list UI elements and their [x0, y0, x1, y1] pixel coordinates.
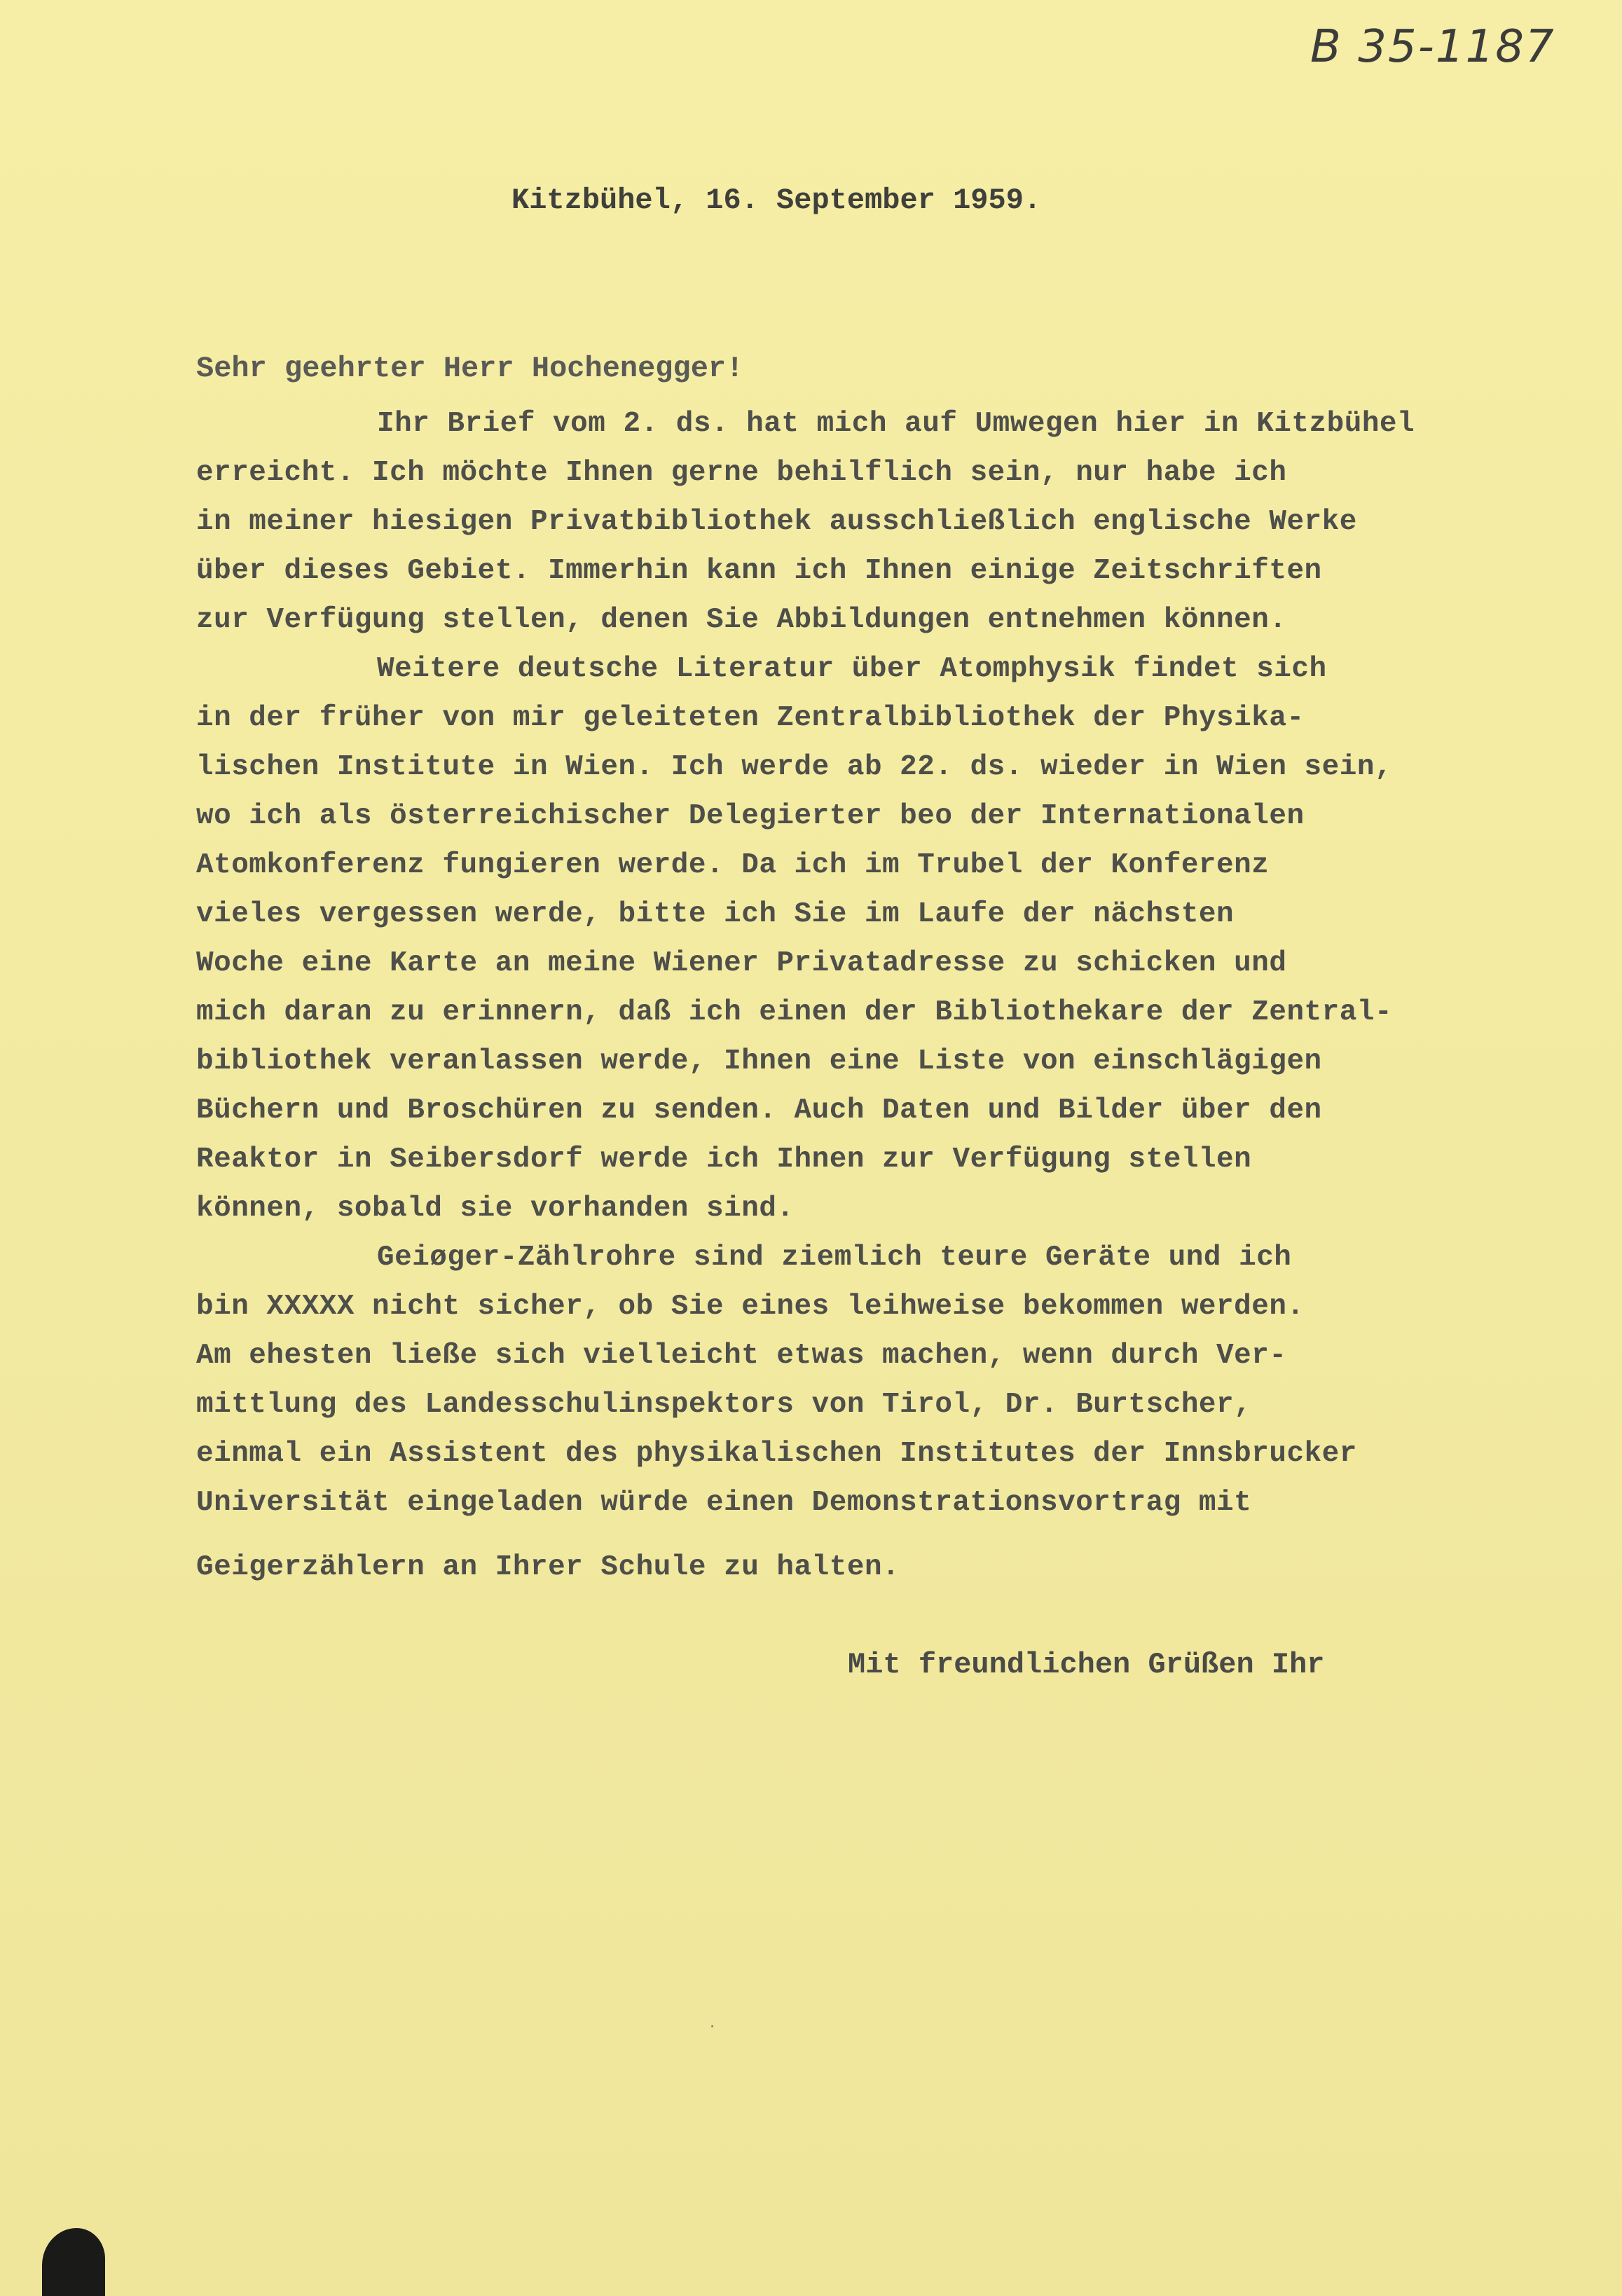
body-line: in der früher von mir geleiteten Zentralbibliothek der Physika-	[196, 702, 1305, 734]
body-line: erreicht. Ich möchte Ihnen gerne behilflich sein, nur habe ich	[196, 457, 1287, 489]
body-line: mich daran zu erinnern, daß ich einen der Bibliothekare der Zentral-	[196, 996, 1393, 1029]
ink-stain	[42, 2228, 105, 2296]
archive-number: B 35-1187	[1310, 21, 1555, 73]
body-line: einmal ein Assistent des physikalischen Institutes der Innsbrucker	[196, 1438, 1357, 1470]
body-line: Weitere deutsche Literatur über Atomphysik findet sich	[377, 653, 1327, 685]
body-line: Ihr Brief vom 2. ds. hat mich auf Umwegen hier in Kitzbühel	[377, 408, 1415, 440]
body-line: können, sobald sie vorhanden sind.	[196, 1192, 795, 1225]
salutation: Sehr geehrter Herr Hochenegger!	[196, 352, 744, 385]
body-line: Atomkonferenz fungieren werde. Da ich im Trubel der Konferenz	[196, 849, 1270, 881]
body-line: Reaktor in Seibersdorf werde ich Ihnen zur Verfügung stellen	[196, 1143, 1252, 1176]
body-line: mittlung des Landesschulinspektors von Tirol, Dr. Burtscher,	[196, 1389, 1252, 1421]
closing: Mit freundlichen Grüßen Ihr	[848, 1648, 1325, 1682]
body-line: zur Verfügung stellen, denen Sie Abbildungen entnehmen können.	[196, 604, 1287, 636]
body-line: vieles vergessen werde, bitte ich Sie im Laufe der nächsten	[196, 898, 1235, 930]
body-line: Büchern und Broschüren zu senden. Auch Daten und Bilder über den	[196, 1094, 1322, 1127]
paper-speck: ·	[708, 2018, 717, 2035]
body-line: Geiøger-Zählrohre sind ziemlich teure Geräte und ich	[377, 1242, 1292, 1274]
body-line: Am ehesten ließe sich vielleicht etwas machen, wenn durch Ver-	[196, 1340, 1287, 1372]
body-line: über dieses Gebiet. Immerhin kann ich Ihnen einige Zeitschriften	[196, 555, 1322, 587]
body-line: in meiner hiesigen Privatbibliothek ausschließlich englische Werke	[196, 506, 1357, 538]
body-line: bin XXXXX nicht sicher, ob Sie eines leihweise bekommen werden.	[196, 1291, 1305, 1323]
body-line: lischen Institute in Wien. Ich werde ab 22. ds. wieder in Wien sein,	[196, 751, 1393, 783]
dateline: Kitzbühel, 16. September 1959.	[511, 184, 1042, 217]
body-line: Geigerzählern an Ihrer Schule zu halten.	[196, 1551, 900, 1583]
body-line: wo ich als österreichischer Delegierter beo der Internationalen	[196, 800, 1305, 832]
body-line: Universität eingeladen würde einen Demonstrationsvortrag mit	[196, 1487, 1252, 1519]
body-line: bibliothek veranlassen werde, Ihnen eine Liste von einschlägigen	[196, 1045, 1322, 1078]
letter-body	[196, 399, 1569, 1592]
body-line: Woche eine Karte an meine Wiener Privatadresse zu schicken und	[196, 947, 1287, 979]
